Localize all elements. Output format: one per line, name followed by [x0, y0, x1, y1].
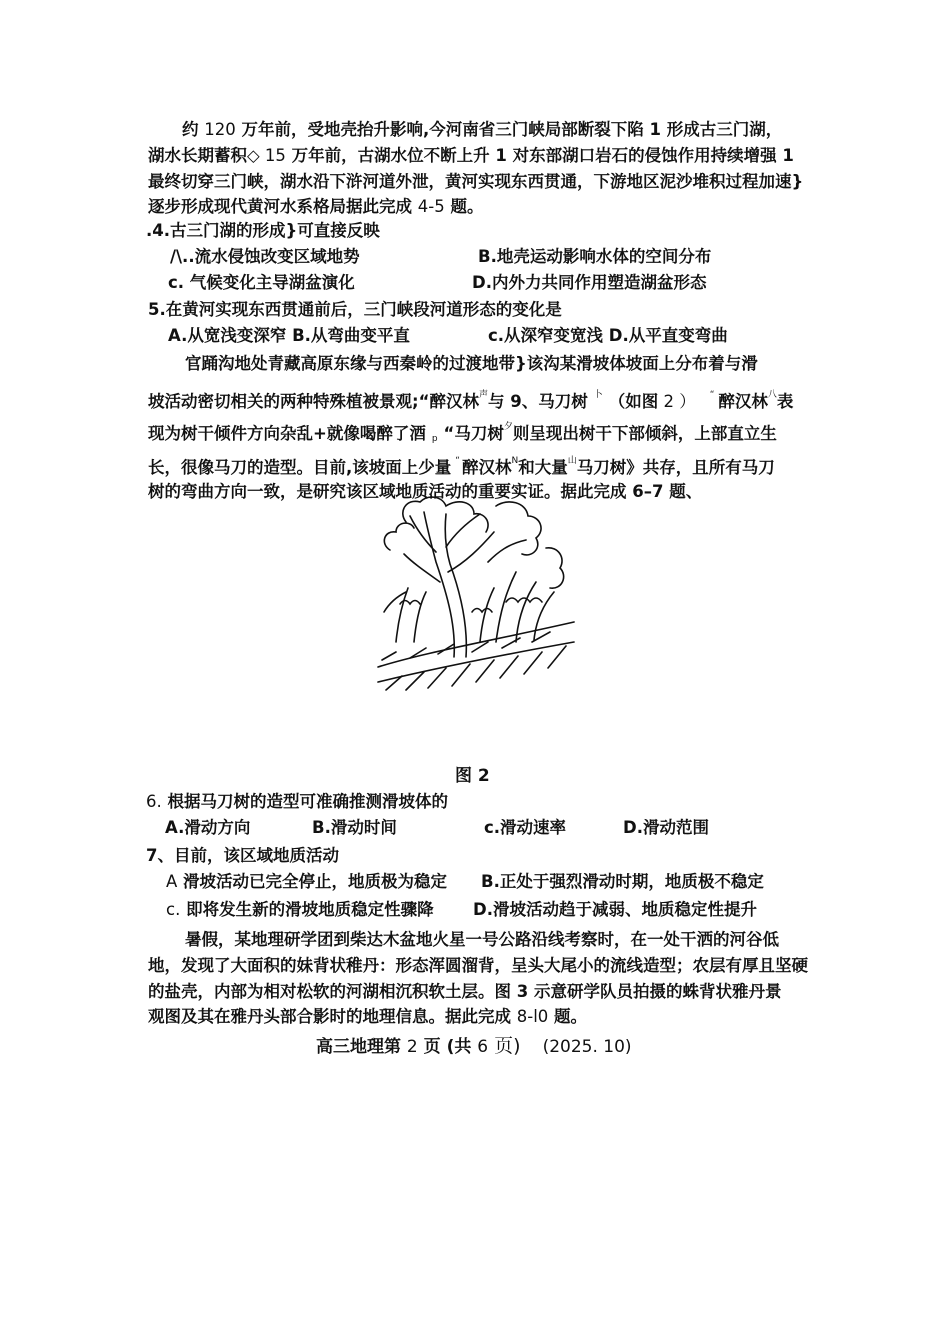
passage2-line1: 官踊沟地处青藏高原东缘与西秦岭的过渡地带}该沟某滑坡体坡面上分布着与滑 [185, 354, 758, 373]
page-footer: 高三地理第 2 页 (共 6 页) (2025. 10) [316, 1035, 632, 1057]
passage3-line4: 观图及其在雅丹头部合影时的地理信息。据此完成 8-l0 题。 [148, 1007, 588, 1026]
q5-options-ab: A.从宽浅变深窄 B.从弯曲变平直 [168, 326, 410, 345]
figure-caption: 图 2 [455, 766, 490, 786]
q4-option-a: /\..流水侵蚀改变区域地势 [170, 247, 360, 266]
passage1-line3: 最终切穿三门峡，湖水沿下浒河道外泄，黄河实现东西贯通，下游地区泥沙堆积过程加速} [148, 172, 804, 191]
q4-option-d: D.内外力共同作用塑造湖盆形态 [472, 273, 707, 292]
passage1-line2: 湖水长期蓄积◇ 15 万年前，古湖水位不断上升 1 对东部湖口岩石的侵蚀作用持续增强 1 [148, 146, 794, 165]
q7-stem: 7、目前，该区域地质活动 [146, 846, 339, 865]
q6-stem: 6. 根据马刀树的造型可准确推测滑坡体的 [146, 792, 448, 811]
passage2-line4: 长，很像马刀的造型。目前,该坡面上少量 “ 醉汉林$^N$和大量$^山$马刀树》共存，且所有马刀 [148, 456, 775, 477]
q4-stem: .4.古三门湖的形成}可直接反映 [146, 221, 380, 240]
q7-option-d: D.滑坡活动趋于减弱、地质稳定性提升 [473, 900, 757, 919]
passage2-line5: 树的弯曲方向一致，是研究该区域地质活动的重要实证。据此完成 6–7 题、 [148, 482, 703, 501]
q4-option-c: c. 气候变化主导湖盆演化 [168, 273, 355, 292]
q7-option-a: A 滑坡活动已完全停止，地质极为稳定 [166, 872, 448, 891]
passage1-line4: 逐步形成现代黄河水系格局据此完成 4-5 题。 [148, 197, 484, 216]
q4-option-b: B.地壳运动影响水体的空间分布 [478, 247, 712, 266]
q5-options-cd: c.从深窄变宽浅 D.从平直变弯曲 [488, 326, 728, 345]
passage3-line1: 暑假，某地理研学团到柴达木盆地火星一号公路沿线考察时，在一处干洒的河谷低 [185, 930, 779, 949]
q7-option-b: B.正处于强烈滑动时期，地质极不稳定 [481, 872, 764, 891]
q6-option-a: A.滑动方向 [165, 818, 251, 837]
q6-option-b: B.滑动时间 [312, 818, 397, 837]
passage1-line1: 约 120 万年前，受地壳抬升影响,今河南省三门峡局部断裂下陷 1 形成古三门湖， [182, 120, 783, 139]
tree-sketch-icon [376, 492, 576, 692]
q6-option-d: D.滑动范围 [623, 818, 709, 837]
q7-option-c: c. 即将发生新的滑坡地质稳定性骤降 [166, 900, 434, 919]
passage3-line2: 地，发现了大面积的妹背状稚丹：形态浑圆溜背，呈头大尾小的流线造型；农层有厚且坚硬 [148, 956, 808, 975]
q5-stem: 5.在黄河实现东西贯通前后，三门峡段河道形态的变化是 [148, 300, 562, 319]
q6-option-c: c.滑动速率 [484, 818, 567, 837]
passage2-line3: 现为树干倾件方向杂乱+就像喝醉了酒 $_p$ “马刀树$^夕$则呈现出树干下部倾斜，上部直立生 [148, 422, 777, 444]
passage3-line3: 的盐壳，内部为相对松软的河湖相沉积软土层。图 3 示意研学队员拍摄的蛛背状雅丹景 [148, 982, 782, 1001]
passage2-line2: 坡活动密切相关的两种特殊植被景观;“醉汉林$^声$与 9、马刀树 $^卜$ （如图 2 ） “ 醉汉林$^八$表 [148, 390, 794, 411]
